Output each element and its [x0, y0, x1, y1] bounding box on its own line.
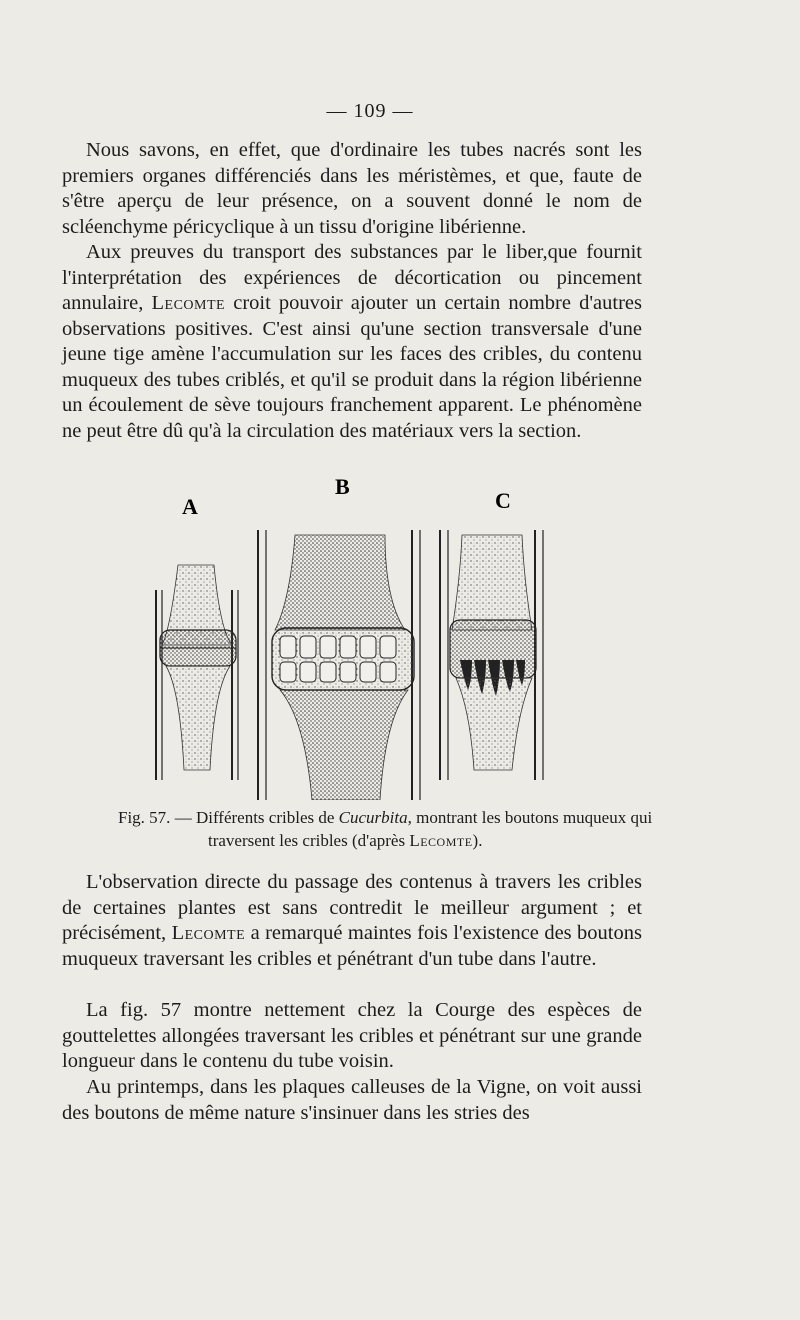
caption-line-2	[118, 829, 658, 852]
caption-text-b: , montrant les boutons muqueux qui	[407, 808, 653, 827]
paragraph-2-text-b: croit pouvoir ajouter un certain nombre d'autres observations positives. C'est ainsi qu'une section transversale d'une jeune tige amène l'accumulation sur les faces des cribles, du contenu muqueux des tubes criblés, et qu'il se produit dans la région libérienne un écoulement de sève toujours franchement apparent. Le phénomène ne peut être dû qu'à la circulation des matériaux vers la section.	[62, 292, 642, 442]
paragraph-4-text: La fig. 57 montre nettement chez la Courge des espèces de gouttelettes allongées traversant les cribles et pénétrant sur une grande longueur dans le contenu du tube voisin.	[62, 999, 642, 1072]
paragraph-3-text-b: a remarqué maintes fois l'existence des boutons muqueux traversant les cribles et pénétrant d'un tube dans l'autre.	[62, 922, 642, 970]
caption-author: Lecomte	[409, 831, 473, 850]
sieve-tube-a	[156, 565, 238, 780]
paragraph-4	[62, 998, 642, 1075]
paragraph-3-text-a: L'observation directe du passage des contenus à travers les cribles de certaines plantes est sans contredit le meilleur argument ; et précisément,	[62, 871, 642, 944]
figure-caption	[118, 806, 658, 852]
caption-line-2-b: ).	[472, 831, 483, 850]
paragraph-1-text: Nous savons, en effet, que d'ordinaire les tubes nacrés sont les premiers organes différenciés dans les méristèmes, et que, faute de s'être aperçu de leur présence, on a souvent donné le nom de scléenchyme péricyclique à un tissu d'origine libérienne.	[62, 139, 642, 238]
caption-fig-label: Fig. 57.	[118, 808, 171, 827]
paragraph-2	[62, 240, 642, 444]
paragraph-2-text-a: Aux preuves du transport des substances par le liber,que fournit l'interprétation des expériences de décortication ou pincement annulaire,	[62, 241, 642, 314]
caption-line-2-a: traversent les cribles (d'après	[208, 831, 410, 850]
paragraph-5	[62, 1075, 642, 1126]
sieve-tube-c	[440, 530, 543, 780]
caption-text-a: Différents cribles de	[195, 808, 339, 827]
paragraph-1	[62, 138, 642, 240]
paragraph-3	[62, 870, 642, 972]
label-b: B	[335, 474, 350, 499]
caption-taxon: Cucurbita	[338, 808, 408, 827]
figure-57	[140, 470, 580, 800]
sieve-tube-b	[258, 530, 420, 800]
label-a: A	[182, 494, 198, 519]
author-name: Lecomte	[151, 292, 226, 314]
author-name-2: Lecomte	[171, 922, 246, 944]
paragraph-5-text: Au printemps, dans les plaques calleuses de la Vigne, on voit aussi des boutons de même nature s'insinuer dans les stries des	[62, 1076, 642, 1124]
label-c: C	[495, 488, 511, 513]
sieve-plate-illustration	[140, 470, 580, 800]
page-number: — 109 —	[326, 100, 414, 122]
caption-dash: —	[170, 808, 196, 827]
